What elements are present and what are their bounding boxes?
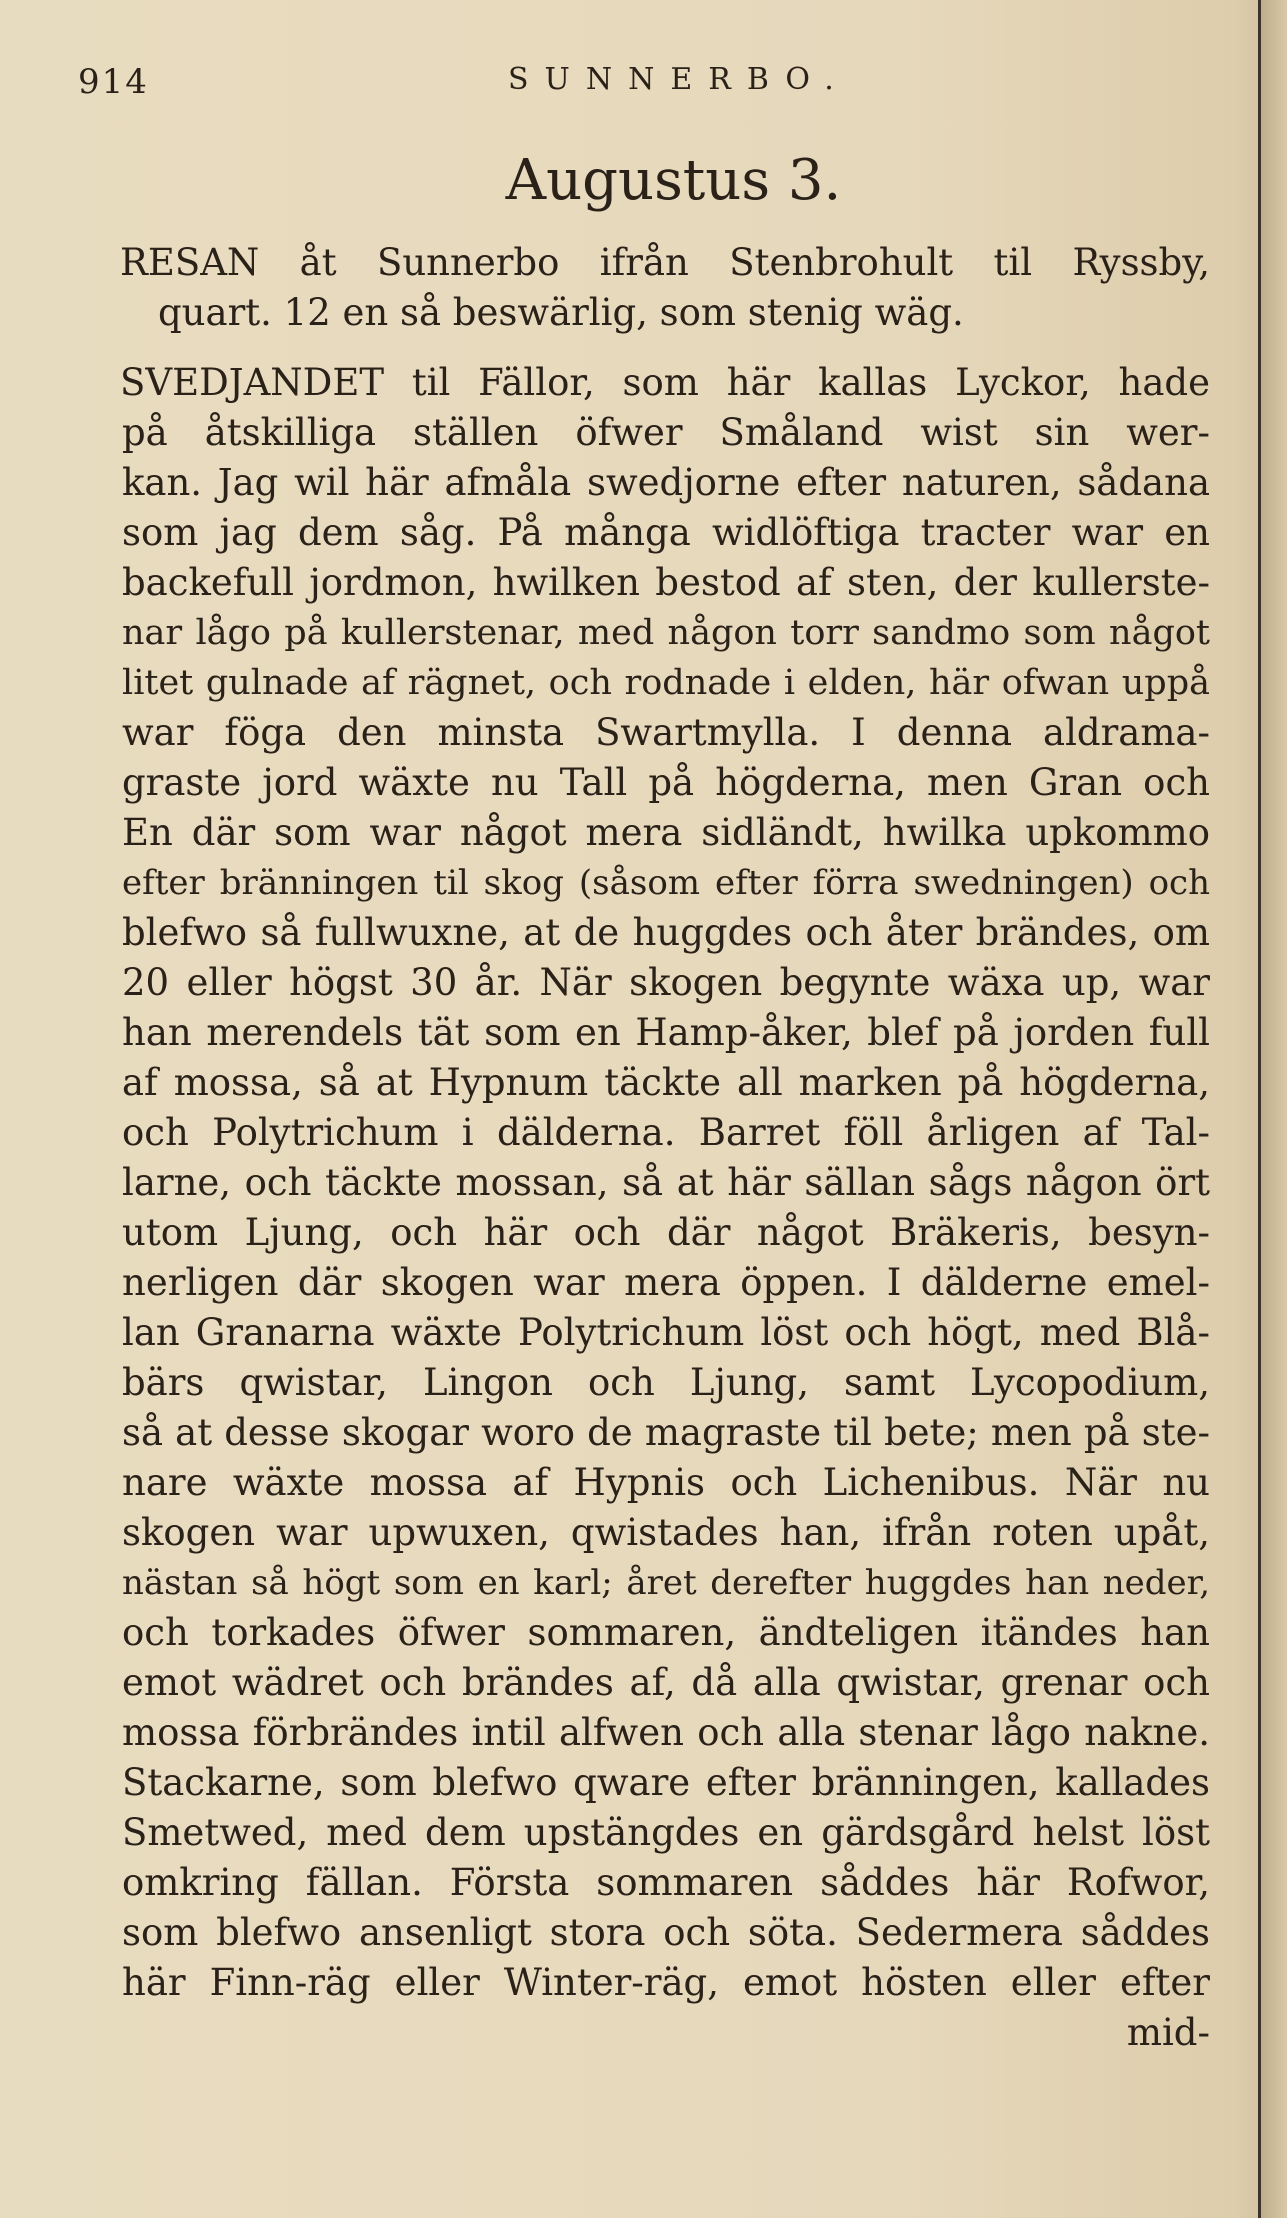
- paragraph-resan: [122, 238, 1210, 338]
- running-title: SUNNERBO.: [508, 62, 850, 97]
- text-line: backefull jordmon, hwilken bestod af sten, der kullerste-: [122, 561, 1210, 604]
- text-line: nerligen där skogen war mera öppen. I dälderne emel-: [122, 1261, 1210, 1304]
- text-line: efter bränningen til skog (såsom efter förra swedningen) och: [122, 863, 1210, 903]
- text-line: som jag dem såg. På många widlöftiga tracter war en: [122, 511, 1210, 554]
- page-edge: [1261, 0, 1287, 2218]
- text-line: på åtskilliga ställen öfwer Småland wist sin wer-: [122, 411, 1210, 454]
- paragraph-gap: [122, 338, 1210, 358]
- text-line: SVEDJANDET til Fällor, som här kallas Lyckor, hade: [120, 361, 1210, 404]
- text-line: RESAN åt Sunnerbo ifrån Stenbrohult til Ryssby,: [120, 241, 1210, 284]
- page-number: 914: [78, 62, 149, 102]
- text-line: graste jord wäxte nu Tall på högderna, men Gran och: [122, 761, 1210, 804]
- text-line: af mossa, så at Hypnum täckte all marken på högderna,: [122, 1061, 1210, 1104]
- text-line: kan. Jag wil här afmåla swedjorne efter naturen, sådana: [122, 461, 1210, 504]
- text-line: och Polytrichum i dälderna. Barret föll årligen af Tal-: [122, 1111, 1210, 1154]
- text-line: här Finn-räg eller Winter-räg, emot hösten eller efter: [122, 1961, 1210, 2004]
- text-line: nästan så högt som en karl; året derefter huggdes han neder,: [122, 1563, 1210, 1603]
- text-line: larne, och täckte mossan, så at här sällan sågs någon ört: [122, 1161, 1210, 1204]
- text-line: En där som war något mera sidländt, hwilka upkommo: [122, 811, 1210, 854]
- text-line: han merendels tät som en Hamp-åker, blef på jorden full: [122, 1011, 1210, 1054]
- text-line: nar lågo på kullerstenar, med någon torr sandmo som något: [122, 613, 1210, 653]
- text-line: war föga den minsta Swartmylla. I denna aldrama-: [122, 711, 1210, 754]
- body-text: [122, 238, 1210, 2058]
- text-line: och torkades öfwer sommaren, ändteligen itändes han: [122, 1611, 1210, 1654]
- text-line: quart. 12 en så beswärlig, som stenig wäg.: [158, 291, 964, 334]
- text-line: litet gulnade af rägnet, och rodnade i elden, här ofwan uppå: [122, 663, 1210, 703]
- catchword: mid-: [1126, 2011, 1210, 2054]
- text-line: 20 eller högst 30 år. När skogen begynte wäxa up, war: [122, 961, 1210, 1004]
- text-line: emot wädret och brändes af, då alla qwistar, grenar och: [122, 1661, 1210, 1704]
- text-line: lan Granarna wäxte Polytrichum löst och högt, med Blå-: [122, 1311, 1210, 1354]
- text-line: Smetwed, med dem upstängdes en gärdsgård helst löst: [122, 1811, 1210, 1854]
- text-line: skogen war upwuxen, qwistades han, ifrån roten upåt,: [122, 1511, 1210, 1554]
- text-line: mossa förbrändes intil alfwen och alla stenar lågo nakne.: [122, 1711, 1210, 1754]
- text-line: som blefwo ansenligt stora och söta. Sedermera såddes: [122, 1911, 1210, 1954]
- text-line: utom Ljung, och här och där något Bräkeris, besyn-: [122, 1211, 1210, 1254]
- text-line: så at desse skogar woro de magraste til bete; men på ste-: [122, 1411, 1210, 1454]
- text-line: nare wäxte mossa af Hypnis och Lichenibus. När nu: [122, 1461, 1210, 1504]
- text-line: Stackarne, som blefwo qware efter bränningen, kallades: [122, 1761, 1210, 1804]
- date-heading: Augustus 3.: [505, 148, 842, 213]
- page-header: [78, 62, 1218, 112]
- text-line: omkring fällan. Första sommaren såddes här Rofwor,: [122, 1861, 1210, 1904]
- text-line: bärs qwistar, Lingon och Ljung, samt Lycopodium,: [122, 1361, 1210, 1404]
- paragraph-svedjandet: [122, 358, 1210, 2058]
- text-line: blefwo så fullwuxne, at de huggdes och åter brändes, om: [122, 911, 1210, 954]
